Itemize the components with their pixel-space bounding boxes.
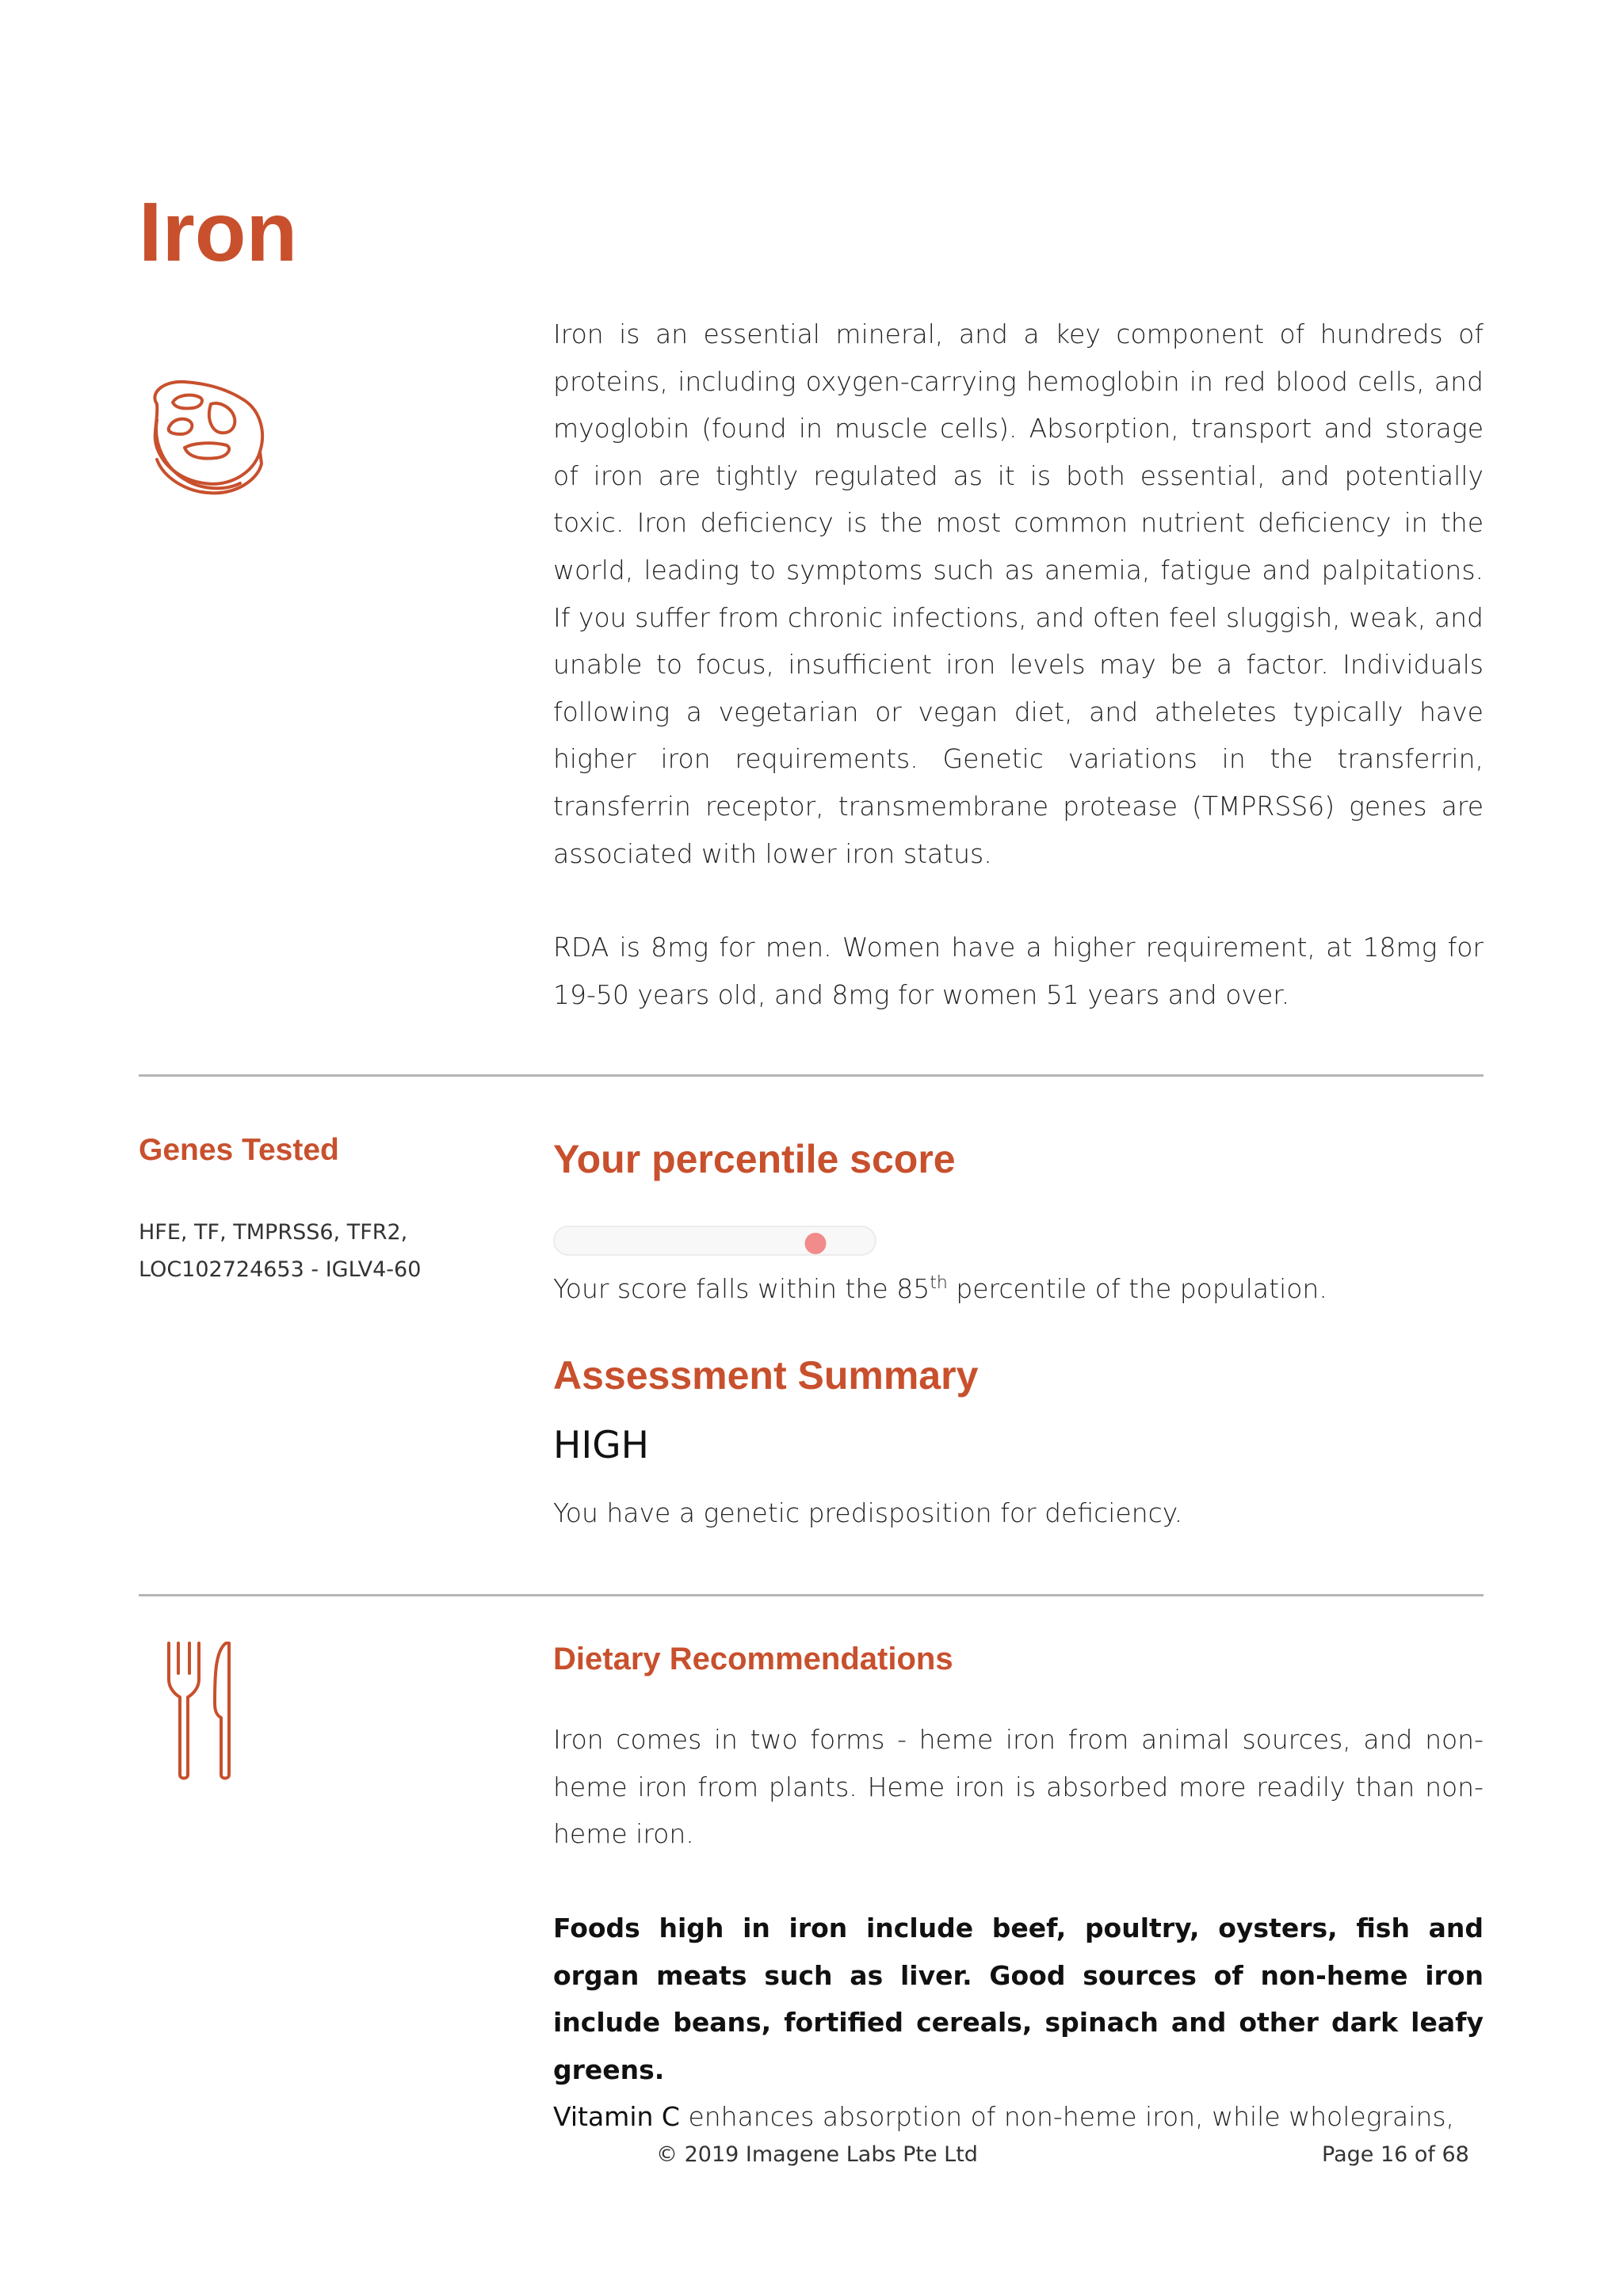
footer-page-number: Page 16 of 68 <box>1322 2142 1469 2167</box>
percentile-text: Your score falls within the 85th percentile of the population. <box>553 1273 1327 1304</box>
percentile-heading: Your percentile score <box>553 1137 956 1181</box>
section-divider-2 <box>139 1594 1484 1596</box>
footer-copyright: © 2019 Imagene Labs Pte Ltd <box>656 2142 978 2167</box>
page-title: Iron <box>139 185 298 279</box>
genes-tested-heading: Genes Tested <box>139 1133 339 1167</box>
intro-paragraph-1: Iron is an essential mineral, and a key component of hundreds of proteins, including oxygen-carrying hemoglobin in red blood cells, and myoglobin (found in muscle cells). Absorption, transport and storage of iron are tightly regulated as it is both essential, and potentially toxic. Iron deficiency is the most common nutrient deficiency in the world, leading to symptoms such as anemia, fatigue and palpitations. If you suffer from chronic infections, and often feel sluggish, weak, and unable to focus, insufficient iron levels may be a factor. Individuals following a vegetarian or vegan diet, and atheletes typically have higher iron requirements. Genetic variations in the transferrin, transferrin receptor, transmembrane protease (TMPRSS6) genes are associated with lower iron status. <box>553 318 1484 869</box>
section-divider-1 <box>139 1074 1484 1077</box>
assessment-description: You have a genetic predisposition for deficiency. <box>553 1497 1183 1528</box>
genes-tested-list: HFE, TF, TMPRSS6, TFR2, LOC102724653 - IGLV4-60 <box>139 1220 422 1282</box>
assessment-rating: HIGH <box>553 1424 649 1467</box>
dietary-paragraph-2: Foods high in iron include beef, poultry, oysters, fish and organ meats such as liver. Good sources of non-heme iron include beans, fortified cereals, spinach and other dark leafy greens. <box>553 1913 1484 2085</box>
fork-knife-icon <box>162 1640 250 1783</box>
assessment-heading: Assessment Summary <box>553 1353 979 1398</box>
dietary-heading: Dietary Recommendations <box>553 1642 953 1676</box>
meat-steak-icon <box>141 372 269 501</box>
dietary-paragraph-1: Iron comes in two forms - heme iron from animal sources, and non-heme iron from plants. Heme iron is absorbed more readily than non-heme iron. <box>553 1724 1484 1850</box>
percentile-marker <box>805 1233 827 1254</box>
percentile-slider <box>553 1226 876 1256</box>
dietary-paragraph-3: Vitamin C enhances absorption of non-heme iron, while wholegrains, <box>553 2101 1455 2132</box>
intro-paragraph-2: RDA is 8mg for men. Women have a higher requirement, at 18mg for 19-50 years old, and 8mg for women 51 years and over. <box>553 932 1484 1010</box>
